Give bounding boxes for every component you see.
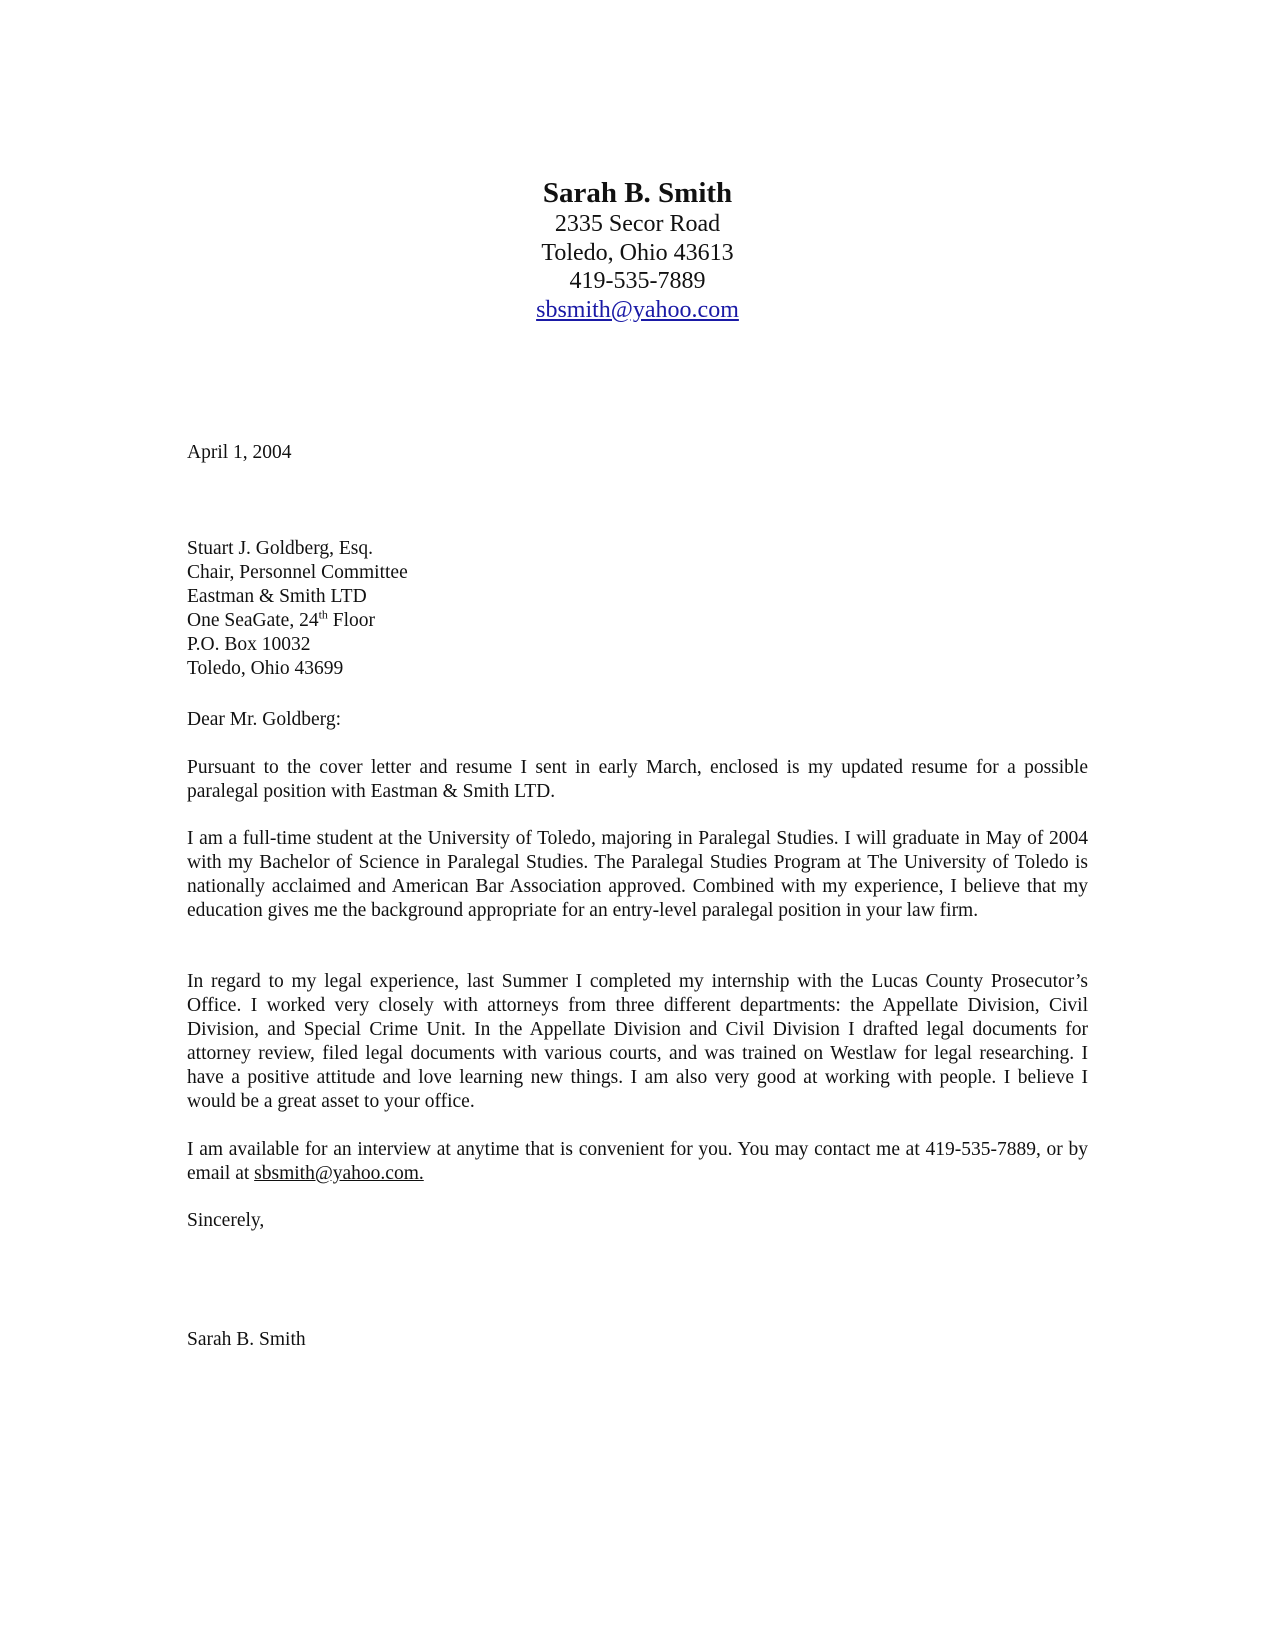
recipient-address bbox=[187, 537, 1088, 681]
sender-email-line bbox=[0, 296, 1275, 325]
recipient-name: Stuart J. Goldberg, Esq. bbox=[187, 538, 373, 559]
sender-address-line2: Toledo, Ohio 43613 bbox=[541, 239, 734, 266]
sender-phone: 419-535-7889 bbox=[569, 268, 706, 294]
recipient-city: Toledo, Ohio 43699 bbox=[187, 658, 344, 679]
recipient-street bbox=[187, 609, 1088, 633]
signature-name: Sarah B. Smith bbox=[187, 1329, 306, 1350]
recipient-street-ordinal: th bbox=[318, 607, 328, 622]
sender-address-line1: 2335 Secor Road bbox=[554, 211, 721, 237]
paragraph-education: I am a full-time student at the University of Toledo, majoring in Paralegal Studies. I will graduate in May of 2004 with my Bachelor of Science in Paralegal Studies. The Paralegal Studies Program at The University of Toledo is nationally acclaimed and American Bar Association approved. Combined with my experience, I believe that my education gives me the background appropriate for an entry-level paralegal position in your law firm. bbox=[187, 828, 1088, 921]
recipient-title: Chair, Personnel Committee bbox=[187, 562, 408, 583]
contact-email-link[interactable]: sbsmith@yahoo.com. bbox=[254, 1163, 424, 1184]
paragraph-experience: In regard to my legal experience, last Summer I completed my internship with the Lucas County Prosecutor’s Office. I worked very closely with attorneys from three different departments: the Appellate Division, Civil Division, and Special Crime Unit. In the Appellate Division and Civil Division I drafted legal documents for attorney review, filed legal documents with various courts, and was trained on Westlaw for legal researching. I have a positive attitude and love learning new things. I am also very good at working with people. I believe I would be a great asset to your office. bbox=[187, 971, 1088, 1112]
sender-name: Sarah B. Smith bbox=[542, 177, 733, 209]
paragraph-contact bbox=[187, 1138, 1088, 1186]
letterhead bbox=[0, 176, 1275, 324]
paragraph-intro: Pursuant to the cover letter and resume I sent in early March, enclosed is my updated resume for a possible paralegal position with Eastman & Smith LTD. bbox=[187, 757, 1088, 802]
recipient-po-box: P.O. Box 10032 bbox=[187, 634, 311, 655]
recipient-company: Eastman & Smith LTD bbox=[187, 586, 367, 607]
recipient-street-post: Floor bbox=[327, 610, 376, 631]
recipient-street-pre: One SeaGate, 24 bbox=[187, 610, 319, 631]
letter-date: April 1, 2004 bbox=[187, 442, 292, 463]
closing: Sincerely, bbox=[187, 1210, 265, 1231]
sender-email-link[interactable]: sbsmith@yahoo.com bbox=[536, 296, 739, 323]
salutation: Dear Mr. Goldberg: bbox=[187, 709, 341, 730]
paragraph-contact-text: I am available for an interview at anytime that is convenient for you. You may contact me at 419-535-7889, or by email at bbox=[187, 1139, 1088, 1184]
